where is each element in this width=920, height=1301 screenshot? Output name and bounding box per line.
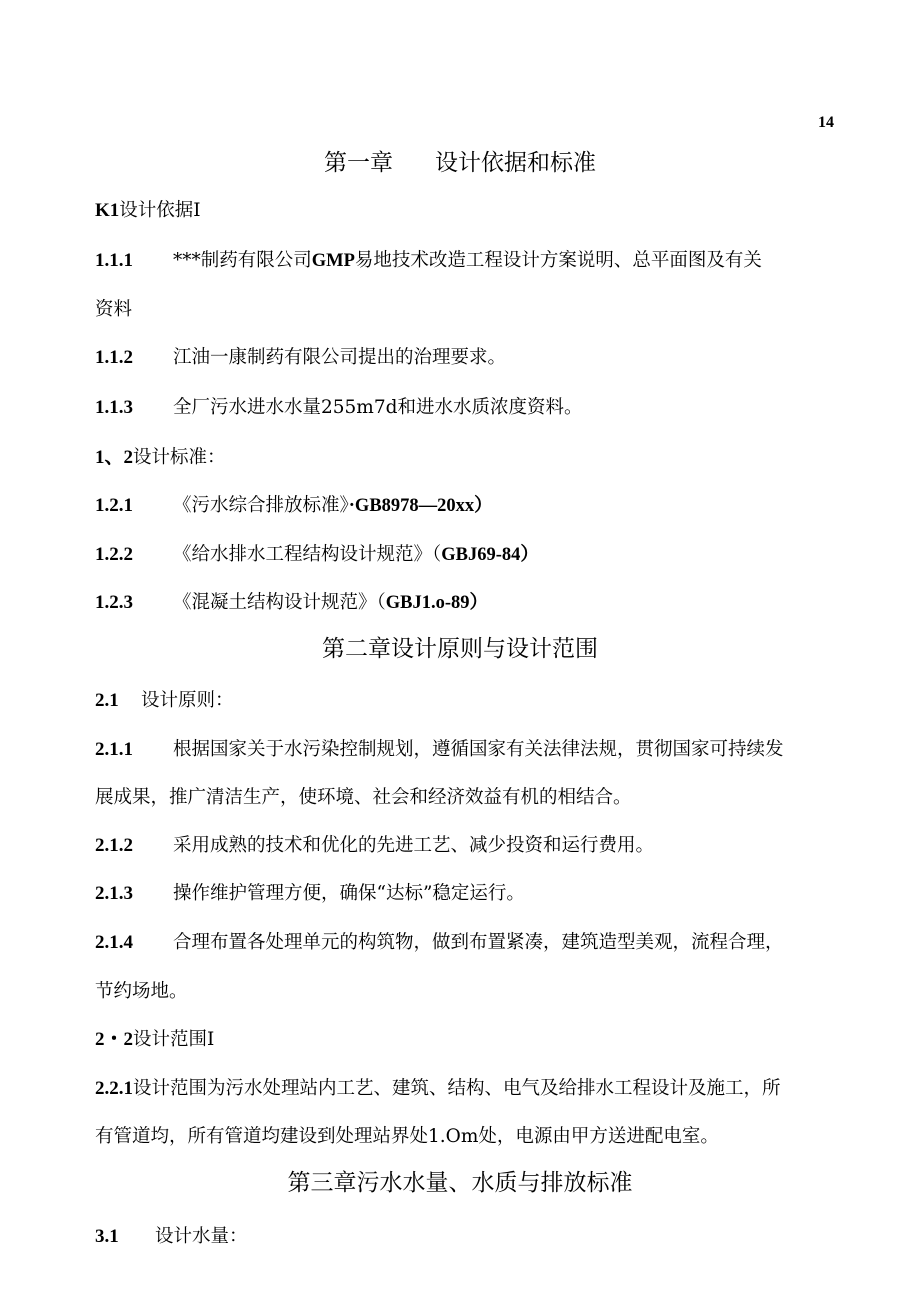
section-title: 设计原则： [141,690,234,711]
item-text: 操作维护管理方便，确保“达标”稳定运行。 [173,883,525,904]
item-2-2-1 [95,1076,840,1102]
item-2-1-2 [95,833,840,859]
chapter-1-heading [0,148,920,178]
item-text-pre: ***制药有限公司 [173,250,312,271]
item-1-1-3 [95,395,840,421]
item-text: 《给水排水工程结构设计规范》（ [173,544,442,565]
item-text-bold: GBJ1.o-89） [385,593,489,613]
section-2-1 [95,688,840,714]
section-title: 设计标准： [133,447,226,468]
item-1-1-1-continuation: 资料 [95,299,133,320]
item-2-2-1-continuation: 有管道均，所有管道均建设到处理站界处1.Om处，电源由甲方送进配电室。 [95,1126,719,1147]
item-number: 2.1.4 [95,932,133,953]
section-number: 1、2 [95,447,134,468]
item-1-1-1 [95,248,840,274]
item-2-1-4 [95,930,840,956]
item-text: 《污水综合排放标准》 [173,495,349,516]
item-number: 1.1.2 [95,347,133,368]
item-text: 设计范围为污水处理站内工艺、建筑、结构、电气及给排水工程设计及施工，所 [133,1078,781,1099]
section-number: 2・2 [95,1029,134,1050]
item-number: 1.2.2 [95,544,133,565]
section-number: K1 [95,200,120,221]
section-2-2 [95,1027,840,1053]
section-number: 3.1 [95,1226,119,1247]
item-number: 1.1.3 [95,397,133,418]
item-number: 2.1.3 [95,883,133,904]
page-number: 14 [818,114,834,131]
section-title: 设计范围I [133,1029,215,1050]
item-text-bold: GMP [311,251,355,271]
item-text: 全厂污水进水水量255m7d和进水水质浓度资料。 [173,397,583,418]
chapter-2-heading: 第二章设计原则与设计范围 [322,636,598,662]
item-text-post: 易地技术改造工程设计方案说明、总平面图及有关 [354,250,762,271]
section-number: 2.1 [95,690,119,711]
item-number: 1.2.1 [95,495,133,516]
item-text: 根据国家关于水污染控制规划，遵循国家有关法律法规，贯彻国家可持续发 [173,739,784,760]
item-text: 江油一康制药有限公司提出的治理要求。 [173,347,507,368]
item-number: 2.1.1 [95,739,133,760]
item-number: 1.2.3 [95,592,133,613]
section-title: 设计水量： [155,1226,248,1247]
item-text-bold: GBJ69-84） [441,545,539,565]
item-number: 1.1.1 [95,250,133,271]
item-number: 2.2.1 [95,1078,133,1099]
section-3-1 [95,1224,840,1250]
item-text: 《混凝土结构设计规范》（ [173,592,386,613]
item-text: 合理布置各处理单元的构筑物，做到布置紧凑，建筑造型美观，流程合理， [173,932,784,953]
item-1-2-1 [95,493,840,519]
chapter-3-heading: 第三章污水水量、水质与排放标准 [287,1170,633,1196]
item-1-2-2 [95,542,840,568]
item-1-2-3 [95,590,840,616]
item-2-1-1 [95,737,840,763]
item-1-1-2 [95,345,840,371]
item-text: 采用成熟的技术和优化的先进工艺、减少投资和运行费用。 [173,835,655,856]
section-1-2 [95,445,840,471]
item-2-1-3 [95,881,840,907]
chapter-1-title: 设计依据和标准 [435,150,596,176]
section-title: 设计依据I [119,200,201,221]
item-number: 2.1.2 [95,835,133,856]
item-2-1-4-continuation: 节约场地。 [95,981,188,1002]
item-text-bold: ·GB8978—20xx） [348,496,493,516]
section-1-1 [95,198,840,224]
item-2-1-1-continuation: 展成果，推广清洁生产，使环境、社会和经济效益有机的相结合。 [95,787,632,808]
chapter-1-label: 第一章 [324,150,393,176]
